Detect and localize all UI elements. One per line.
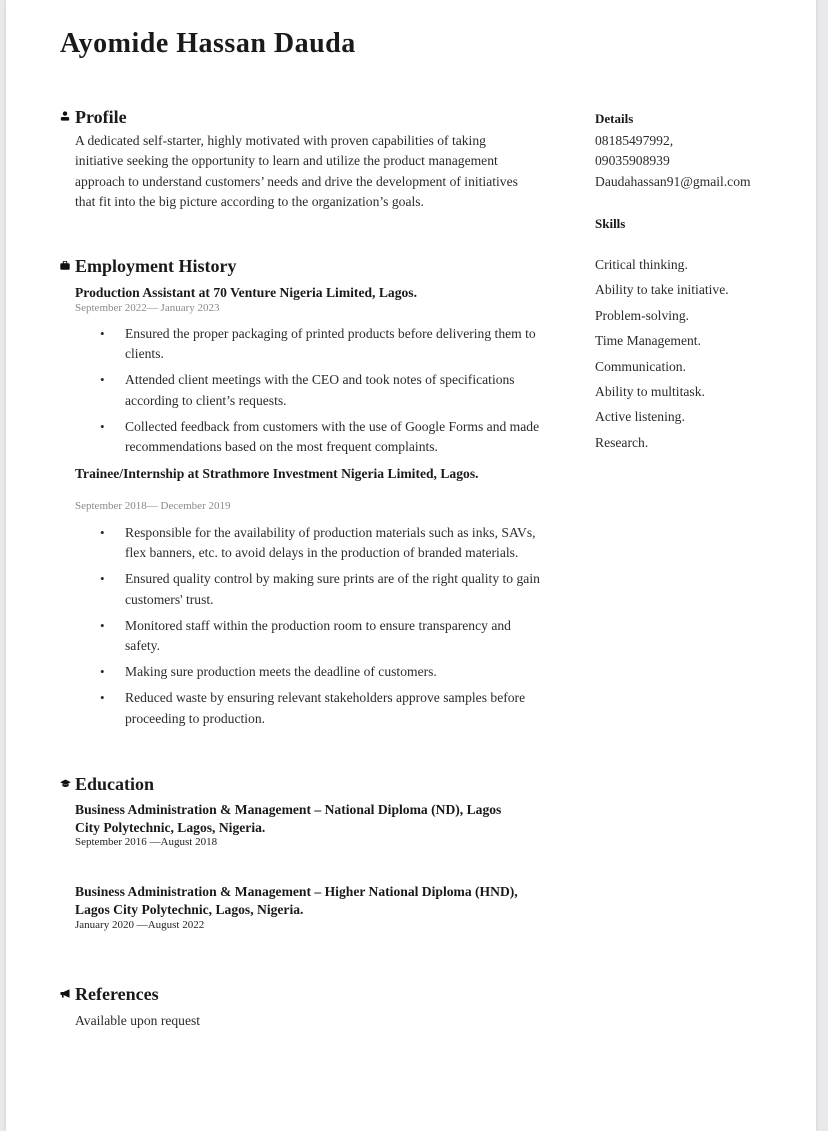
- job-dates: September 2018— December 2019: [75, 500, 231, 512]
- skill-item: Ability to take initiative.: [595, 282, 729, 298]
- job-bullet-list: [75, 523, 545, 729]
- details-heading: Details: [595, 111, 634, 126]
- phone-number-2: 09035908939: [595, 153, 670, 168]
- list-item: • Making sure production meets the deadline of customers.: [100, 664, 437, 680]
- candidate-name: Ayomide Hassan Dauda: [60, 28, 356, 59]
- skill-item: Ability to multitask.: [595, 383, 705, 399]
- references-heading: References: [75, 984, 159, 1004]
- education-entry-title: Business Administration & Management – National Diploma (ND), Lagos City Polytechnic, Lagos, Nigeria.: [75, 802, 502, 835]
- resume-page: [6, 0, 816, 1131]
- list-item: • Monitored staff within the production room to ensure transparency and safety.: [100, 617, 511, 654]
- briefcase-icon: [60, 261, 74, 273]
- references-section-heading: [60, 984, 159, 1005]
- skill-item: Critical thinking.: [595, 257, 688, 272]
- list-item: • Collected feedback from customers with the use of Google Forms and made recommendations based on the most frequent complaints.: [100, 418, 540, 455]
- profile-section-heading: [60, 107, 127, 128]
- profile-summary: A dedicated self-starter, highly motivated with proven capabilities of taking initiative seeking the opportunity to learn and utilize the product management approach to understand customers’ needs and drive the development of initiatives that fit into the big picture according to the organization’s goals.: [75, 133, 518, 209]
- skill-item: Problem-solving.: [595, 307, 690, 323]
- education-heading: Education: [75, 774, 155, 794]
- list-item: • Responsible for the availability of production materials such as inks, SAVs, flex banners, etc. to avoid delays in the production of branded materials.: [100, 525, 536, 561]
- graduation-cap-icon: [60, 779, 74, 791]
- list-item: • Attended client meetings with the CEO and took notes of specifications according to client’s requests.: [100, 372, 515, 408]
- education-entry-dates: September 2016 —August 2018: [75, 836, 218, 848]
- skill-item: Time Management.: [595, 333, 701, 349]
- email-address: Daudahassan91@gmail.com: [595, 174, 751, 189]
- person-icon: [60, 111, 74, 124]
- employment-heading: Employment History: [75, 256, 237, 276]
- job-bullet-list: [75, 324, 545, 457]
- profile-heading: Profile: [75, 107, 127, 127]
- education-entry-dates: January 2020 —August 2022: [75, 919, 205, 931]
- job-title: Production Assistant at 70 Venture Nigeria Limited, Lagos.: [75, 285, 417, 300]
- education-entry-title: Business Administration & Management – Higher National Diploma (HND), Lagos City Polytechnic, Lagos, Nigeria.: [75, 884, 518, 917]
- skills-heading: Skills: [595, 216, 626, 231]
- list-item: • Ensured quality control by making sure prints are of the right quality to gain customers' trust.: [100, 571, 540, 607]
- job-title: Trainee/Internship at Strathmore Investment Nigeria Limited, Lagos.: [75, 466, 479, 481]
- megaphone-icon: [60, 989, 74, 1001]
- skill-item: Communication.: [595, 358, 686, 374]
- references-text: Available upon request: [75, 1013, 201, 1028]
- skill-item: Active listening.: [595, 409, 685, 425]
- employment-section-heading: [60, 256, 237, 277]
- list-item: • Reduced waste by ensuring relevant stakeholders approve samples before proceeding to production.: [100, 690, 526, 726]
- list-item: • Ensured the proper packaging of printed products before delivering them to clients.: [100, 326, 536, 362]
- skill-item: Research.: [595, 434, 649, 450]
- phone-number-1: 08185497992,: [595, 133, 674, 148]
- education-section-heading: [60, 774, 154, 795]
- skills-list: [595, 255, 729, 458]
- job-dates: September 2022— January 2023: [75, 302, 220, 314]
